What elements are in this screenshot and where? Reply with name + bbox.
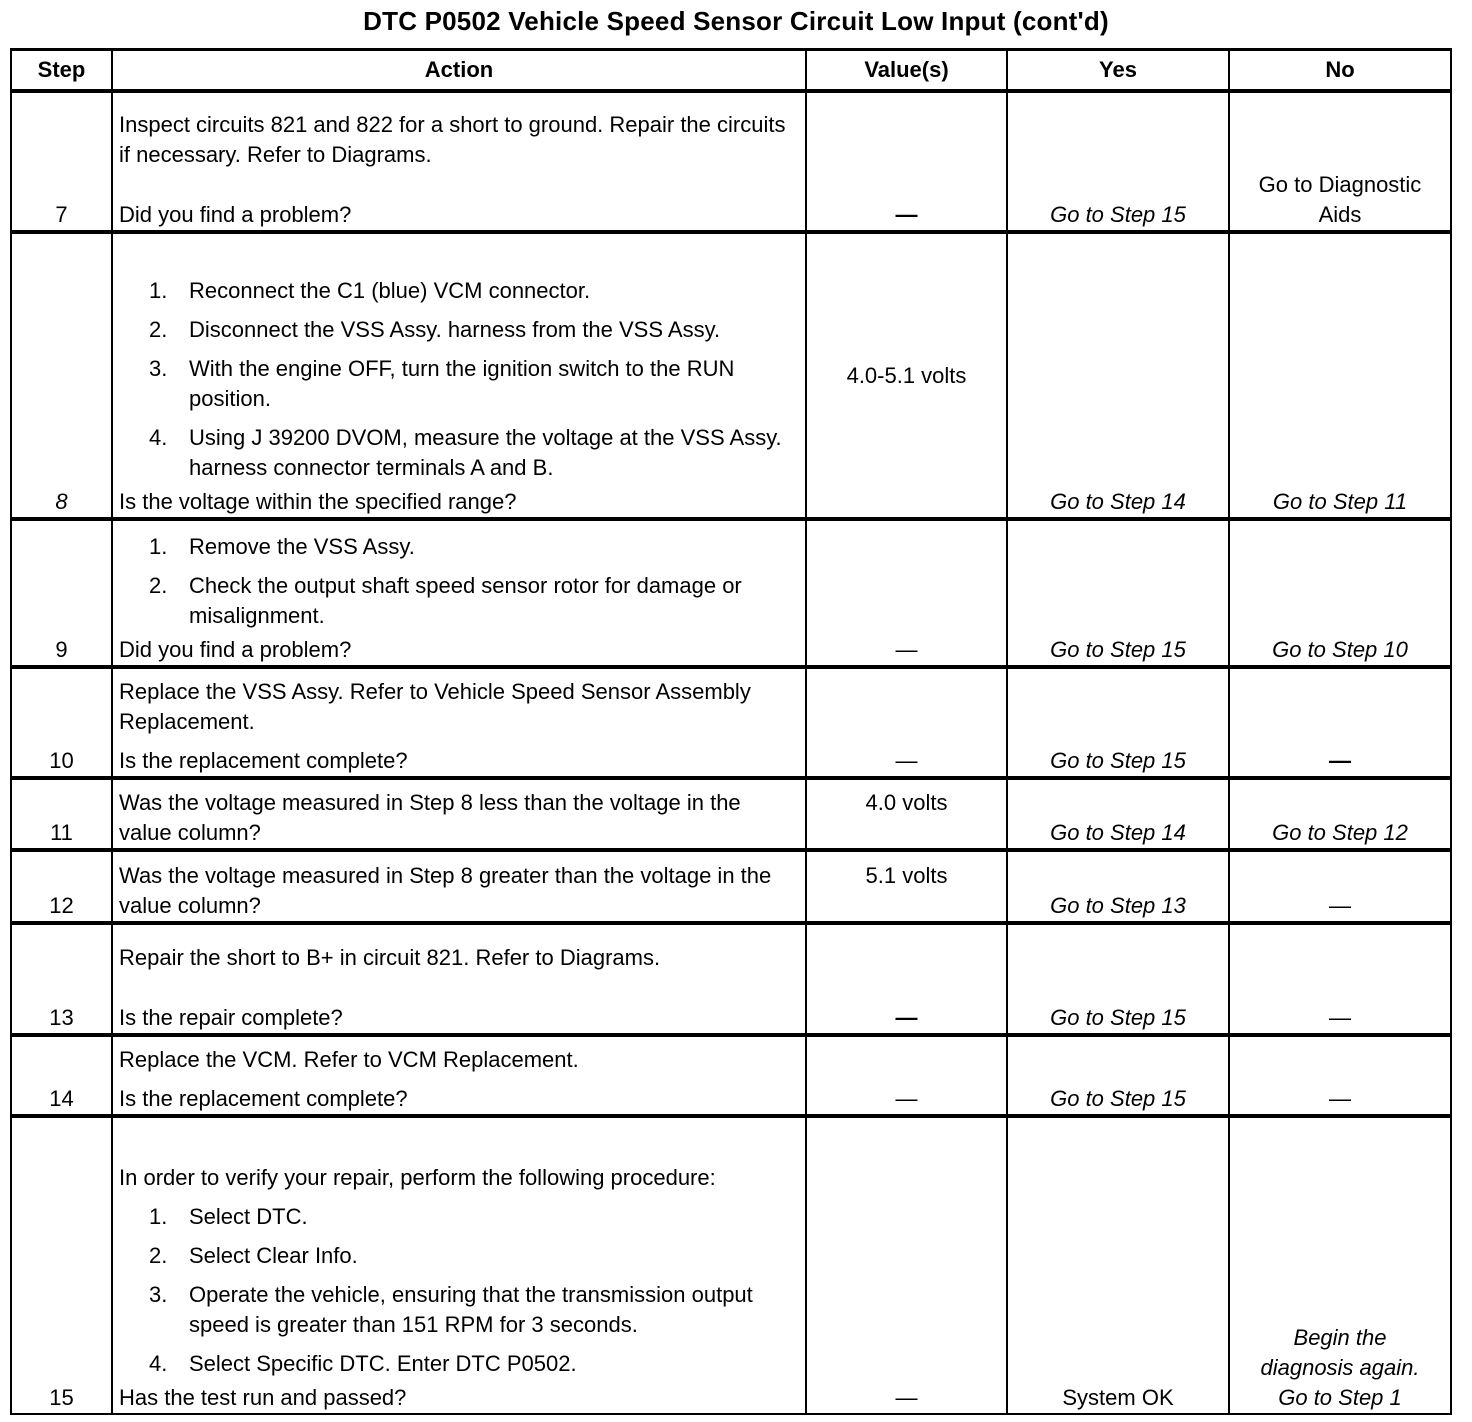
action-cell — [112, 850, 806, 923]
value-dash: — — [895, 202, 918, 227]
table-header-row — [11, 50, 1451, 92]
yes-cell: Go to Step 15 — [1007, 91, 1229, 232]
header-action: Action — [112, 50, 806, 92]
action-text: In order to verify your repair, perform the following procedure: — [119, 1165, 716, 1190]
yes-cell: Go to Step 15 — [1007, 923, 1229, 1035]
no-cell: Go to Diagnostic Aids — [1229, 91, 1451, 232]
yes-cell: Go to Step 13 — [1007, 850, 1229, 923]
action-cell — [112, 91, 806, 232]
list-item: 1. Reconnect the C1 (blue) VCM connector. — [149, 278, 591, 303]
value-cell — [806, 91, 1007, 232]
table-row-step-13 — [11, 923, 1451, 1035]
action-cell — [112, 778, 806, 850]
yes-cell: Go to Step 14 — [1007, 778, 1229, 850]
table-row-step-14 — [11, 1035, 1451, 1116]
page-title: DTC P0502 Vehicle Speed Sensor Circuit Low Input (cont'd) — [363, 6, 1109, 36]
step-number: 8 — [11, 232, 112, 519]
table-row-step-8 — [11, 232, 1451, 519]
value-cell: 5.1 volts — [806, 850, 1007, 923]
step-number: 11 — [11, 778, 112, 850]
action-question: Is the replacement complete? — [119, 748, 408, 773]
action-cell — [112, 923, 806, 1035]
action-cell — [112, 1035, 806, 1116]
action-question: Is the replacement complete? — [119, 1086, 408, 1111]
yes-cell: Go to Step 15 — [1007, 667, 1229, 778]
value-cell: — — [806, 519, 1007, 667]
list-item: 4. Select Specific DTC. Enter DTC P0502. — [149, 1351, 577, 1376]
value-cell: — — [806, 1116, 1007, 1414]
step-number: 9 — [11, 519, 112, 667]
step-number: 13 — [11, 923, 112, 1035]
action-text: Replace the VCM. Refer to VCM Replacement. — [119, 1047, 579, 1072]
value-cell: — — [806, 923, 1007, 1035]
action-text: Replace the VSS Assy. Refer to Vehicle Speed Sensor Assembly Replacement. — [119, 679, 751, 734]
step-number: 7 — [11, 91, 112, 232]
list-item: 2. Disconnect the VSS Assy. harness from the VSS Assy. — [149, 317, 721, 342]
action-cell — [112, 519, 806, 667]
no-cell: Go to Step 12 — [1229, 778, 1451, 850]
action-question: Has the test run and passed? — [119, 1385, 407, 1410]
header-step: Step — [11, 50, 112, 92]
step-number: 12 — [11, 850, 112, 923]
list-item: 1. Select DTC. — [149, 1204, 308, 1229]
procedure-list — [119, 532, 799, 631]
table-row-step-11 — [11, 778, 1451, 850]
action-text: Inspect circuits 821 and 822 for a short to ground. Repair the circuits if necessary. Refer to Diagrams. — [119, 112, 786, 167]
no-cell — [1229, 1116, 1451, 1414]
diagnostic-table — [10, 48, 1452, 1415]
action-question: Did you find a problem? — [119, 637, 352, 662]
yes-cell: Go to Step 15 — [1007, 1035, 1229, 1116]
no-line: Go to Step 1 — [1278, 1385, 1402, 1410]
no-cell: — — [1229, 667, 1451, 778]
no-cell: — — [1229, 850, 1451, 923]
procedure-list — [119, 1202, 799, 1379]
list-item: 2. Select Clear Info. — [149, 1243, 358, 1268]
action-text: Repair the short to B+ in circuit 821. Refer to Diagrams. — [119, 945, 661, 970]
yes-cell: Go to Step 14 — [1007, 232, 1229, 519]
action-cell — [112, 1116, 806, 1414]
no-cell: Go to Step 10 — [1229, 519, 1451, 667]
value-cell: 4.0-5.1 volts — [806, 232, 1007, 519]
table-row-step-9 — [11, 519, 1451, 667]
table-row-step-12 — [11, 850, 1451, 923]
action-cell — [112, 667, 806, 778]
header-no: No — [1229, 50, 1451, 92]
action-question: Is the repair complete? — [119, 1005, 343, 1030]
step-number: 10 — [11, 667, 112, 778]
action-cell — [112, 232, 806, 519]
no-line: Begin the — [1293, 1325, 1387, 1350]
value-cell: 4.0 volts — [806, 778, 1007, 850]
yes-cell: Go to Step 15 — [1007, 519, 1229, 667]
no-cell: — — [1229, 923, 1451, 1035]
step-number: 15 — [11, 1116, 112, 1414]
list-item: 1. Remove the VSS Assy. — [149, 534, 415, 559]
table-row-step-7 — [11, 91, 1451, 232]
no-line: diagnosis again. — [1260, 1355, 1420, 1380]
action-question: Did you find a problem? — [119, 202, 352, 227]
yes-cell: System OK — [1007, 1116, 1229, 1414]
list-item: 3. With the engine OFF, turn the ignition switch to the RUN position. — [149, 356, 735, 411]
action-question: Was the voltage measured in Step 8 less than the voltage in the value column? — [119, 790, 741, 845]
no-cell: Go to Step 11 — [1229, 232, 1451, 519]
value-cell: — — [806, 1035, 1007, 1116]
procedure-list — [119, 276, 799, 483]
value-cell: — — [806, 667, 1007, 778]
list-item: 3. Operate the vehicle, ensuring that the transmission output speed is greater than 151 RPM for 3 seconds. — [149, 1282, 753, 1337]
action-question: Was the voltage measured in Step 8 greater than the voltage in the value column? — [119, 863, 772, 918]
list-item: 4. Using J 39200 DVOM, measure the voltage at the VSS Assy. harness connector terminals A and B. — [149, 425, 782, 480]
action-question: Is the voltage within the specified range? — [119, 489, 517, 514]
header-yes: Yes — [1007, 50, 1229, 92]
list-item: 2. Check the output shaft speed sensor rotor for damage or misalignment. — [149, 573, 742, 628]
table-row-step-10 — [11, 667, 1451, 778]
no-cell: — — [1229, 1035, 1451, 1116]
step-number: 14 — [11, 1035, 112, 1116]
header-values: Value(s) — [806, 50, 1007, 92]
table-row-step-15 — [11, 1116, 1451, 1414]
